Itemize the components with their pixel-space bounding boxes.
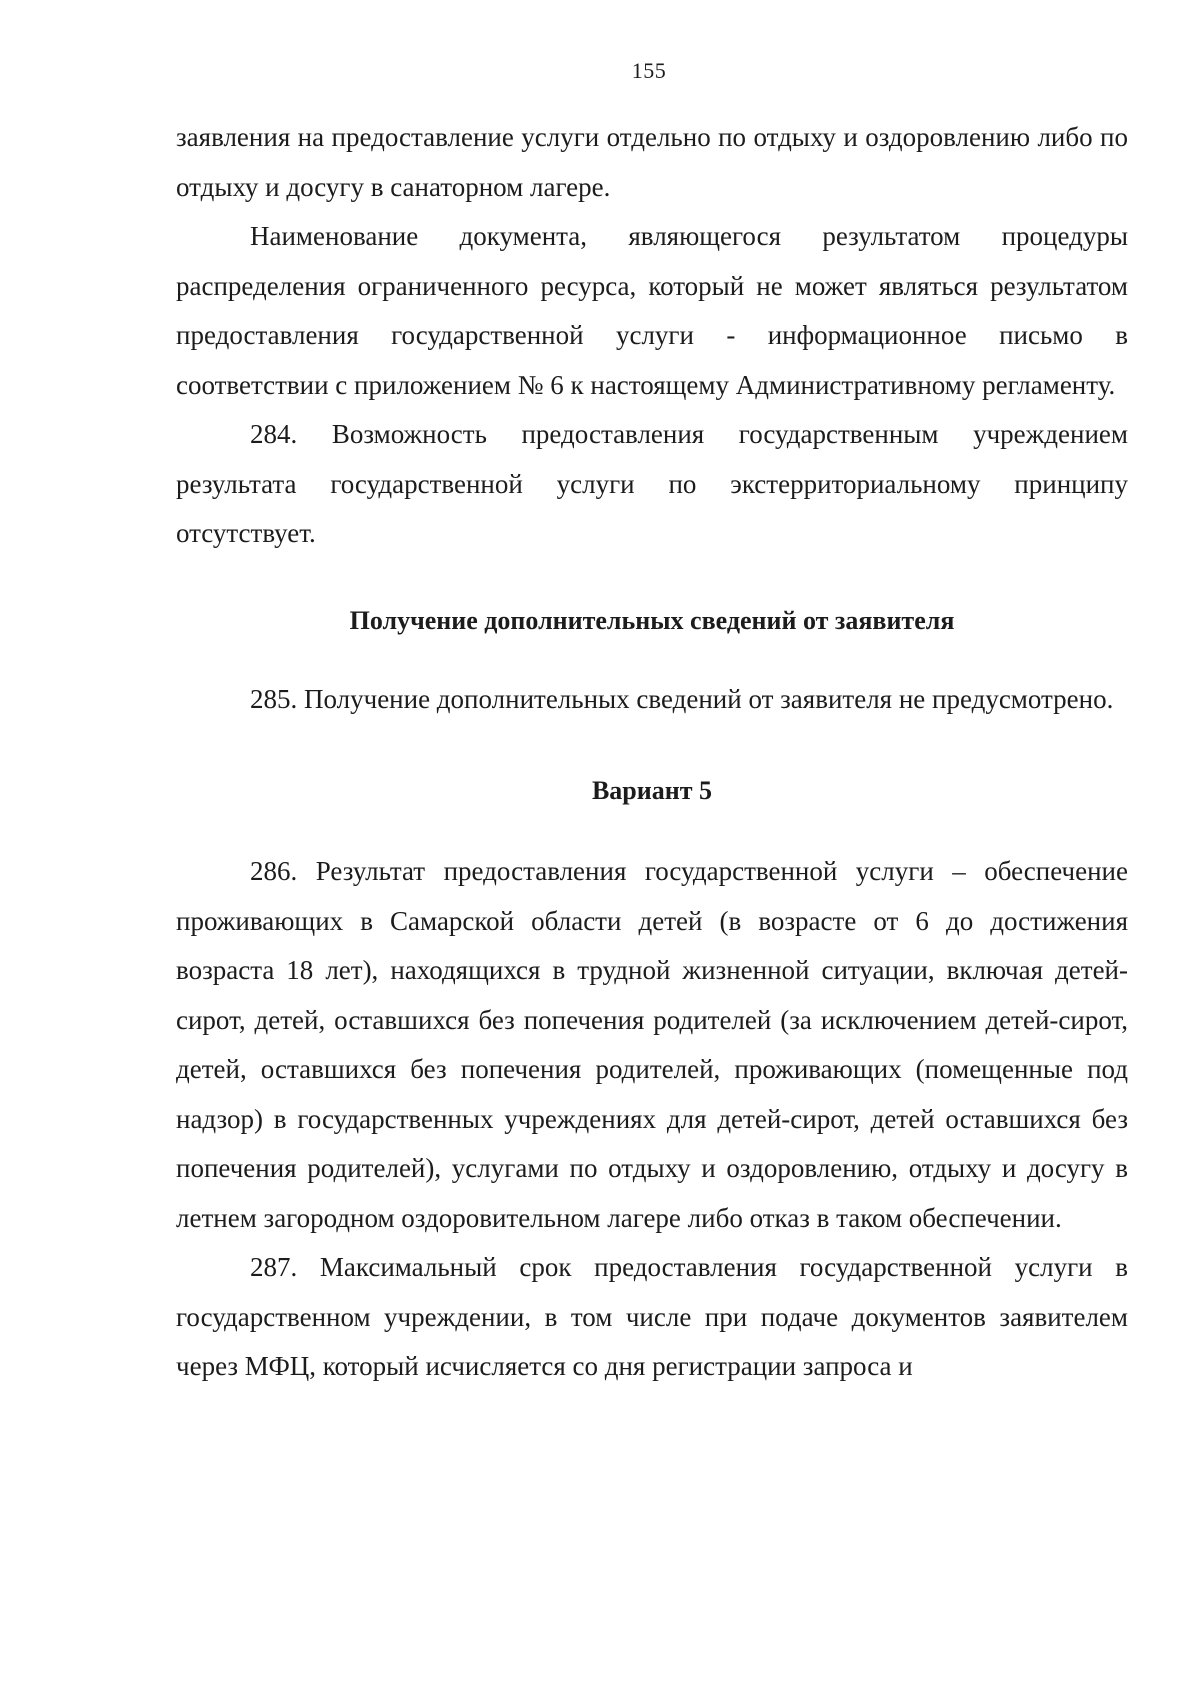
section-heading-variant-5: Вариант 5 (591, 775, 713, 805)
paragraph-document-name: Наименование документа, являющегося результатом процедуры распределения ограниченного ресурса, который не может являться результатом предоставления государственной услуги - информационное письмо в соответствии с приложением № 6 к настоящему Административному регламенту. (176, 221, 1128, 400)
page-number: 155 (631, 58, 667, 83)
paragraph-284: 284. Возможность предоставления государственным учреждением результата государственной услуги по экстерриториальному принципу отсутствует. (176, 419, 1128, 548)
paragraph-286: 286. Результат предоставления государственной услуги – обеспечение проживающих в Самарской области детей (в возрасте от 6 до достижения возраста 18 лет), находящихся в трудной жизненной ситуации, включая детей-сирот, детей, оставшихся без попечения родителей (за исключением детей-сирот, детей, оставшихся без попечения родителей, проживающих (помещенные под надзор) в государственных учреждениях для детей-сирот, детей оставшихся без попечения родителей), услугами по отдыху и оздоровлению, отдыху и досугу в летнем загородном оздоровительном лагере либо отказ в таком обеспечении. (176, 856, 1128, 1233)
paragraph-continuation: заявления на предоставление услуги отдельно по отдыху и оздоровлению либо по отдыху и досугу в санаторном лагере. (176, 122, 1128, 202)
section-heading-additional-info: Получение дополнительных сведений от заявителя (349, 605, 955, 635)
document-body (176, 113, 1128, 1392)
paragraph-285: 285. Получение дополнительных сведений от заявителя не предусмотрено. (250, 684, 1114, 714)
paragraph-287: 287. Максимальный срок предоставления государственной услуги в государственном учреждении, в том числе при подаче документов заявителем через МФЦ, который исчисляется со дня регистрации запроса и (176, 1252, 1128, 1381)
